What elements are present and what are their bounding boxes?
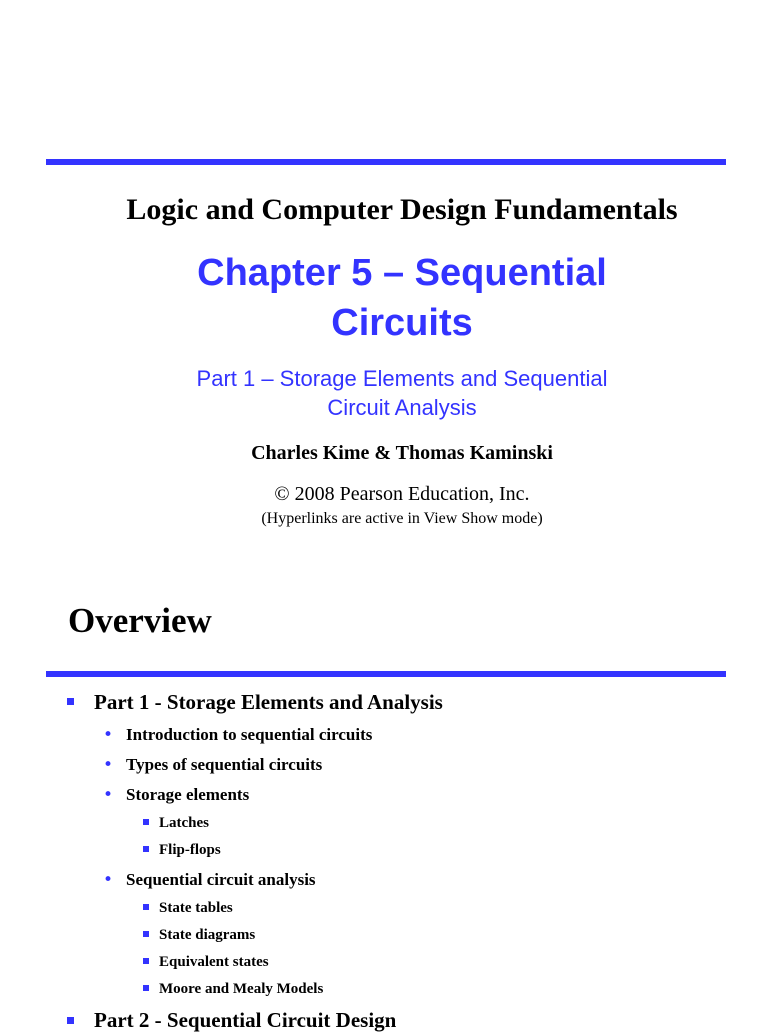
outline-item-moore-mealy: Moore and Mealy Models xyxy=(159,981,324,997)
square-bullet-icon xyxy=(67,1017,74,1024)
square-bullet-icon xyxy=(143,958,149,964)
square-bullet-icon xyxy=(143,931,149,937)
outline-item-part-2: Part 2 - Sequential Circuit Design xyxy=(94,1008,397,1032)
outline-item-flip-flops: Flip-flops xyxy=(159,842,221,858)
chapter-title xyxy=(18,248,768,348)
outline-item-part-1: Part 1 - Storage Elements and Analysis xyxy=(94,690,443,714)
part-title-line-1: Part 1 – Storage Elements and Sequential xyxy=(196,366,608,391)
hyperlink-note: (Hyperlinks are active in View Show mode) xyxy=(261,510,543,527)
overview-divider-rule xyxy=(46,671,726,677)
part-title xyxy=(18,364,768,422)
square-bullet-icon xyxy=(143,985,149,991)
outline-item-types: Types of sequential circuits xyxy=(126,755,323,774)
authors: Charles Kime & Thomas Kaminski xyxy=(251,442,553,464)
square-bullet-icon xyxy=(143,904,149,910)
course-title: Logic and Computer Design Fundamentals xyxy=(126,193,678,226)
outline-item-latches: Latches xyxy=(159,815,209,831)
round-bullet-icon: • xyxy=(103,725,114,745)
outline-item-storage-elements: Storage elements xyxy=(126,785,250,804)
square-bullet-icon xyxy=(143,846,149,852)
outline-item-circuit-analysis: Sequential circuit analysis xyxy=(126,870,316,889)
outline-item-equivalent-states: Equivalent states xyxy=(159,954,269,970)
part-title-line-2: Circuit Analysis xyxy=(327,395,477,420)
round-bullet-icon: • xyxy=(103,870,114,890)
copyright-notice: © 2008 Pearson Education, Inc. xyxy=(274,483,530,505)
title-divider-rule xyxy=(46,159,726,165)
outline-item-intro: Introduction to sequential circuits xyxy=(126,725,373,744)
overview-heading: Overview xyxy=(68,601,212,640)
square-bullet-icon xyxy=(67,698,74,705)
chapter-title-line-1: Chapter 5 – Sequential xyxy=(197,252,607,294)
chapter-title-line-2: Circuits xyxy=(331,302,473,344)
outline-item-state-tables: State tables xyxy=(159,900,233,916)
square-bullet-icon xyxy=(143,819,149,825)
round-bullet-icon: • xyxy=(103,755,114,775)
round-bullet-icon: • xyxy=(103,785,114,805)
outline-item-state-diagrams: State diagrams xyxy=(159,927,256,943)
